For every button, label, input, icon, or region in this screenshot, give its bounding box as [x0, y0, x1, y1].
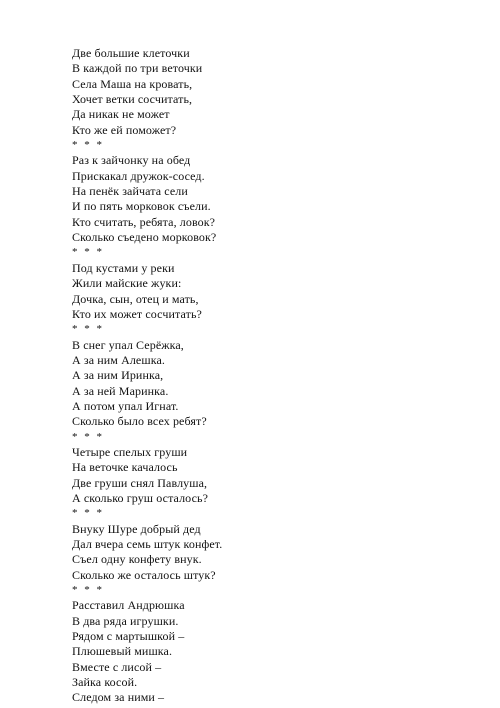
poem-line: А сколько груш осталось?	[72, 490, 208, 505]
poem-line: И по пять морковок съели.	[72, 199, 211, 214]
poem-line: А за ним Иринка,	[72, 368, 164, 383]
poem-line: Дал вчера семь штук конфет.	[72, 537, 223, 551]
poem-line: На веточке качалось	[72, 460, 178, 475]
poem-line: А за ним Алешка.	[72, 352, 165, 367]
poem-stanza	[72, 598, 452, 705]
poem-stanza	[72, 261, 452, 338]
poem-line: Под кустами у реки	[72, 260, 175, 275]
poem-line: На пенёк зайчата сели	[72, 184, 188, 199]
poem-line: Да никак не может	[72, 107, 170, 122]
poem-line: Четыре спелых груши	[72, 444, 188, 459]
poem-line: Жили майские жуки:	[72, 276, 182, 291]
poem-line: Прискакал дружок-сосед.	[72, 168, 205, 183]
stanza-separator: * * *	[72, 246, 104, 259]
poem-stanza	[72, 522, 452, 599]
poem-stanza	[72, 153, 452, 260]
poem-line: В два ряда игрушки.	[72, 613, 179, 628]
stanza-separator: * * *	[72, 430, 104, 443]
poem-line: Кто их может сосчитать?	[72, 306, 202, 321]
poem-line: В снег упал Серёжка,	[72, 337, 184, 352]
poem-line: Следом за ними –	[72, 690, 165, 705]
poem-line: Плюшевый мишка.	[72, 644, 173, 659]
poem-line: Две большие клеточки	[72, 46, 190, 60]
poem-stanza	[72, 445, 452, 522]
poem-line: Внуку Шуре добрый дед	[72, 521, 201, 536]
poem-stanza	[72, 46, 452, 153]
poem-line: А потом упал Игнат.	[72, 398, 179, 413]
poem-line: А за ней Маринка.	[72, 383, 169, 398]
poem-line: Съел одну конфету внук.	[72, 552, 202, 567]
poem-line: Дочка, сын, отец и мать,	[72, 291, 199, 306]
poem-line: Расставил Андрюшка	[72, 598, 185, 613]
poem-line: Две груши снял Павлуша,	[72, 475, 208, 490]
poem-line: Кто считать, ребята, ловок?	[72, 214, 216, 229]
poem-text-block	[72, 46, 452, 706]
poem-line: В каждой по три веточки	[72, 61, 203, 76]
poem-line: Вместе с лисой –	[72, 659, 162, 674]
stanza-separator: * * *	[72, 139, 104, 152]
poem-line: Села Маша на кровать,	[72, 76, 193, 91]
poem-line: Сколько же осталось штук?	[72, 567, 216, 582]
poem-line: Зайка косой.	[72, 675, 138, 690]
poem-line: Раз к зайчонку на обед	[72, 153, 191, 168]
poem-line: Сколько было всех ребят?	[72, 414, 207, 429]
poem-line: Рядом с мартышкой –	[72, 629, 185, 644]
poem-stanza	[72, 338, 452, 445]
poem-line: Кто же ей поможет?	[72, 122, 177, 137]
stanza-separator: * * *	[72, 507, 104, 520]
stanza-separator: * * *	[72, 323, 104, 336]
poem-line: Хочет ветки сосчитать,	[72, 92, 193, 107]
stanza-separator: * * *	[72, 584, 104, 597]
poem-line: Сколько съедено морковок?	[72, 230, 217, 245]
